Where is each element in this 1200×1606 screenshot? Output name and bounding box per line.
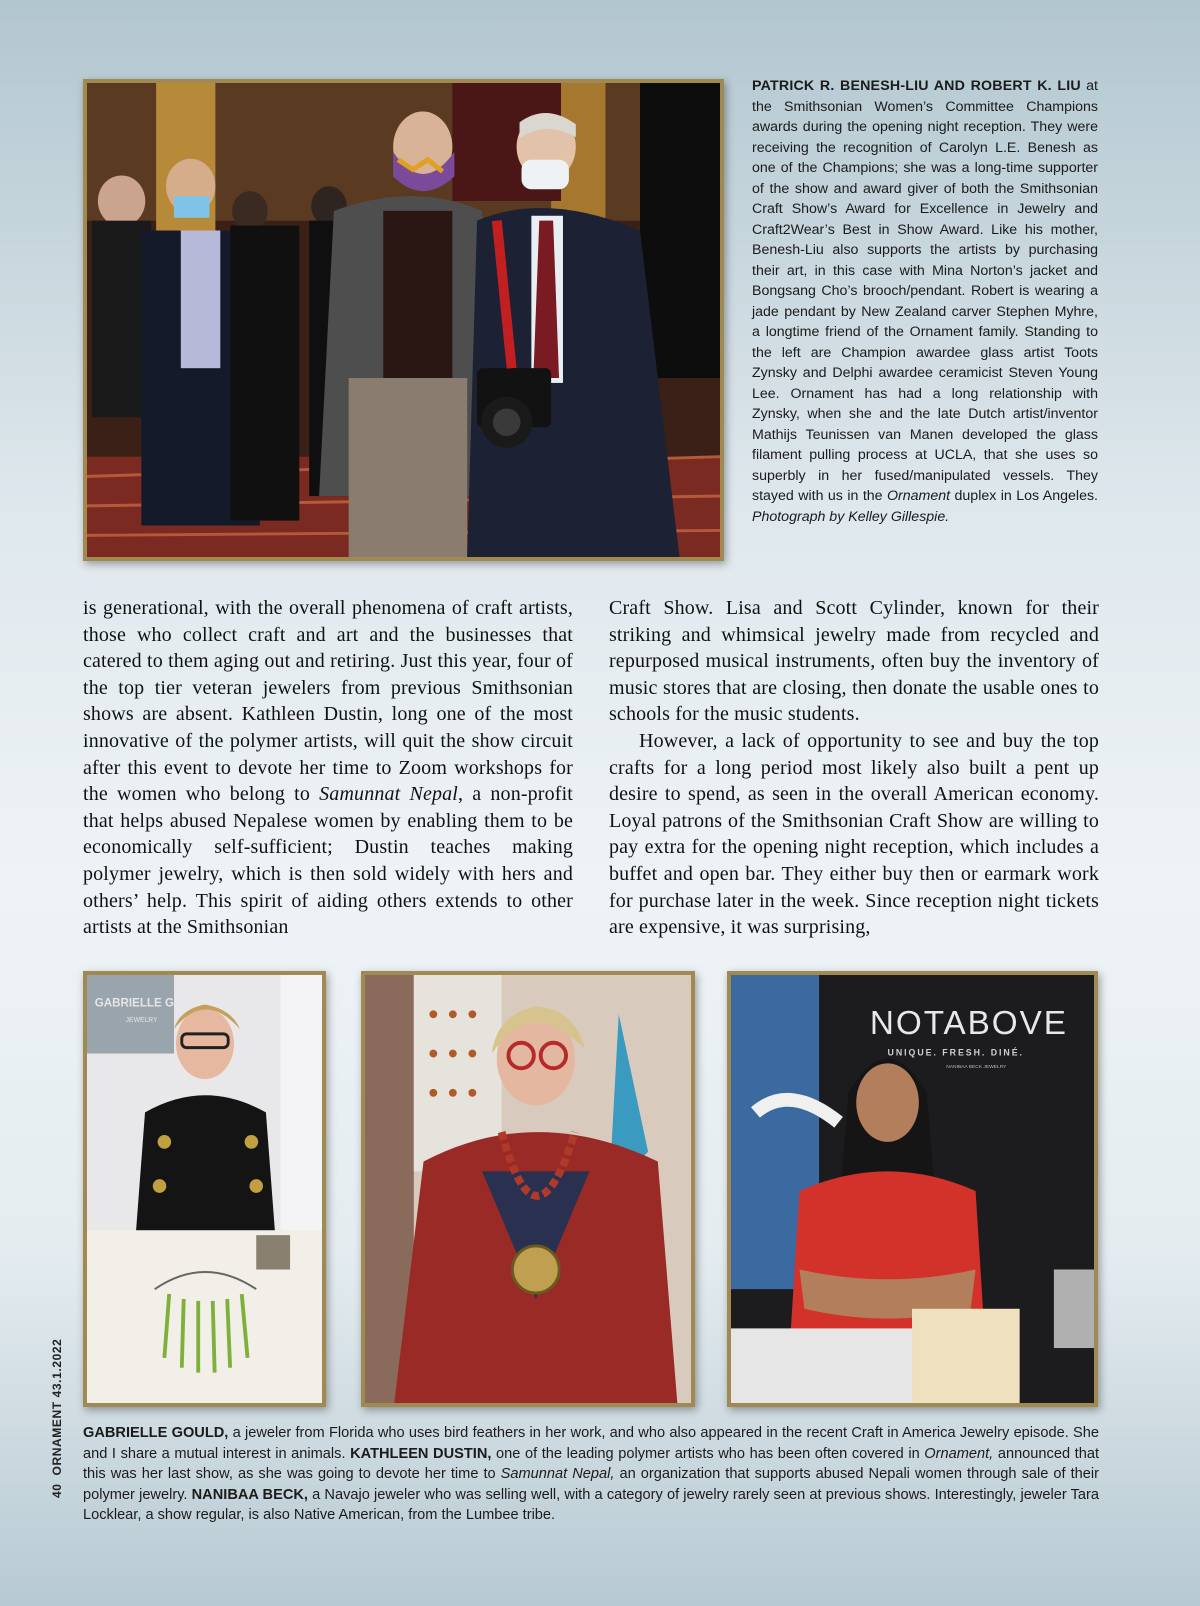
text-run: , a non-profit that helps abused Nepalese women by enabling them to be economically self-sufficient; Dustin teaches making polymer jewelry, which is then sold widely with hers and others’ help. This spirit of aiding others extends to other artists at the Smithsonian xyxy=(83,783,573,939)
text-run: is generational, with the overall phenomena of craft artists, those who collect craft and art and the businesses that catered to them aging out and retiring. Just this year, four of the top tier veteran jewelers from previous Smithsonian shows are absent. Kathleen Dustin, long one of the most innovative of the polymer artists, will quit the show circuit after this event to devote her time to Zoom workshops for the women who belong to xyxy=(83,597,573,806)
caption-italic: Ornament xyxy=(886,488,951,504)
caption-text: a Navajo jeweler who was selling well, with a category of jewelry rarely seen at previous shows. Interestingly, jeweler Tara Locklear, a show regular, is also Native American, from the Lumbee tribe. xyxy=(83,1486,1099,1523)
caption-text: an organization that supports abused Nepali women through sale of their polymer jewelry. xyxy=(83,1466,1099,1503)
photo-nanibaa-beck xyxy=(727,971,1098,1407)
photo-gabrielle-gould xyxy=(83,971,326,1407)
caption-italic: Samunnat Nepal, xyxy=(500,1466,615,1482)
booth-sign-sub: UNIQUE. FRESH. DINÉ. xyxy=(887,1047,1024,1058)
booth-sign-text: GABRIELLE G xyxy=(94,996,175,1010)
caption-text: one of the leading polymer artists who has been often covered in xyxy=(491,1445,925,1462)
page-folio xyxy=(50,1338,66,1498)
caption-text: duplex in Los Angeles. xyxy=(950,488,1098,504)
caption-name: NANIBAA BECK, xyxy=(191,1486,308,1503)
article-column-2 xyxy=(609,595,1099,941)
photo-benesh-liu-and-liu xyxy=(83,79,724,561)
caption-italic: Ornament, xyxy=(924,1445,994,1462)
photo-kathleen-dustin xyxy=(361,971,695,1407)
booth-sign-sub: JEWELRY xyxy=(125,1017,158,1025)
page-number: 40 xyxy=(50,1483,64,1498)
paragraph: Craft Show. Lisa and Scott Cylinder, known for their striking and whimsical jewelry made from recycled and repurposed musical instruments, often buy the inventory of music stores that are closing, then donate the usable ones to schools for the music students. xyxy=(609,597,1099,726)
italic-text: Samunnat Nepal xyxy=(319,783,458,806)
paragraph: However, a lack of opportunity to see and buy the top crafts for a long period most likely also built a pent up desire to spend, as seen in the overall American economy. Loyal patrons of the Smithsonian Craft Show are willing to pay extra for the opening night reception, which includes a buffet and open bar. They either buy then or earmark work for purchase later in the week. Since reception night tickets are expensive, it was surprising, xyxy=(609,729,1099,939)
paragraph xyxy=(83,595,573,941)
publication-issue: ORNAMENT 43.1.2022 xyxy=(50,1338,64,1476)
caption-names: PATRICK R. BENESH-LIU AND ROBERT K. LIU xyxy=(752,78,1081,94)
article-column-1 xyxy=(83,595,573,941)
top-photo-caption xyxy=(752,76,1098,527)
caption-text: at the Smithsonian Women’s Committee Champions awards during the opening night reception. They were receiving the recognition of Carolyn L.E. Benesh as one of the Champions; she was a long-time supporter of the show and award giver of both the Smithsonian Craft Show’s Award for Excellence in Jewelry and Craft2Wear’s Best in Show Award. Like his mother, Benesh-Liu also supports the artists by purchasing their art, in this case with Mina Norton’s jacket and Bongsang Cho’s brooch/pendant. Robert is wearing a jade pendant by New Zealand carver Stephen Myhre, a longtime friend of the Ornament family. Standing to the left are Champion awardee glass artist Toots Zynsky and Delphi awardee ceramicist Steven Young Lee. Ornament has had a long relationship with Zynsky, when she and the late Dutch artist/inventor Mathijs Teunissen van Manen developed the glass filament pulling process at UCLA, that she uses so superbly in her fused/manipulated vessels. They stayed with us in the xyxy=(752,78,1098,504)
caption-text: announced that this was her last show, as she was going to devote her time to xyxy=(83,1445,1099,1482)
booth-sign-small: NANIBAA BECK JEWELRY xyxy=(946,1065,1007,1071)
caption-text: a jeweler from Florida who uses bird feathers in her work, and who also appeared in the recent Craft in America Jewelry episode. She and I share a mutual interest in animals. xyxy=(83,1425,1099,1462)
booth-sign-text: NOTABOVE xyxy=(869,1004,1068,1042)
caption-name: GABRIELLE GOULD, xyxy=(83,1425,229,1441)
photo-credit: Photograph by Kelley Gillespie. xyxy=(752,508,950,525)
caption-name: KATHLEEN DUSTIN, xyxy=(350,1445,492,1462)
bottom-photos-caption xyxy=(83,1423,1099,1526)
